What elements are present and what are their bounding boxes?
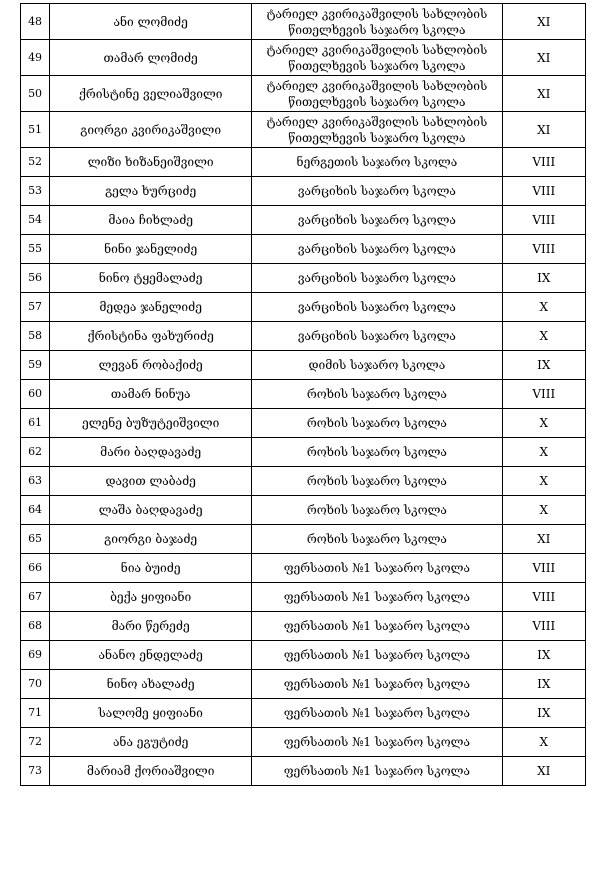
student-name: მარი ბაღდავაძე: [50, 438, 252, 467]
grade: VIII: [502, 583, 585, 612]
grade: XI: [502, 757, 585, 786]
grade: X: [502, 293, 585, 322]
grade: XI: [502, 76, 585, 112]
grade: XI: [502, 525, 585, 554]
table-row: [21, 351, 586, 380]
grade: IX: [502, 670, 585, 699]
student-name: თამარ ნინუა: [50, 380, 252, 409]
school-name-line: ფერსათის №1 საჯარო სკოლა: [283, 590, 470, 604]
row-number: 54: [21, 206, 50, 235]
table-row: [21, 177, 586, 206]
student-name: მარიამ ქორიაშვილი: [50, 757, 252, 786]
student-name: თამარ ლომიძე: [50, 40, 252, 76]
student-name: ლევან რობაქიძე: [50, 351, 252, 380]
row-number: 59: [21, 351, 50, 380]
row-number: 51: [21, 112, 50, 148]
school-name-line: ვარციხის საჯარო სკოლა: [297, 213, 456, 227]
table-row: [21, 496, 586, 525]
school-name: [252, 40, 502, 76]
row-number: 57: [21, 293, 50, 322]
grade: X: [502, 322, 585, 351]
grade: IX: [502, 699, 585, 728]
student-name: დავით ლაბაძე: [50, 467, 252, 496]
school-name: [252, 612, 502, 641]
school-name: [252, 112, 502, 148]
student-name: ბექა ყიფიანი: [50, 583, 252, 612]
row-number: 70: [21, 670, 50, 699]
grade: IX: [502, 264, 585, 293]
row-number: 69: [21, 641, 50, 670]
row-number: 73: [21, 757, 50, 786]
school-name-line: ფერსათის №1 საჯარო სკოლა: [283, 619, 470, 633]
school-name: [252, 409, 502, 438]
school-name-line: როხის საჯარო სკოლა: [306, 445, 447, 459]
grade: VIII: [502, 612, 585, 641]
school-name: [252, 177, 502, 206]
school-name: [252, 728, 502, 757]
table-row: [21, 525, 586, 554]
row-number: 67: [21, 583, 50, 612]
row-number: 50: [21, 76, 50, 112]
school-name-line: ტარიელ კვირიკაშვილის სახლობის: [266, 6, 488, 21]
student-name: ნინო ახალაძე: [50, 670, 252, 699]
school-name-line: ვარციხის საჯარო სკოლა: [297, 300, 456, 314]
table-row: [21, 206, 586, 235]
school-name-line: წითელხევის საჯარო სკოლა: [288, 130, 466, 145]
table-row: [21, 235, 586, 264]
table-row: [21, 670, 586, 699]
grade: X: [502, 728, 585, 757]
student-name: მაია ჩიხლაძე: [50, 206, 252, 235]
student-name: მედეა ჯანელიძე: [50, 293, 252, 322]
school-name: [252, 554, 502, 583]
grade: VIII: [502, 148, 585, 177]
school-name-line: ფერსათის №1 საჯარო სკოლა: [283, 764, 470, 778]
table-row: [21, 438, 586, 467]
row-number: 68: [21, 612, 50, 641]
school-name-line: ნერგეთის საჯარო სკოლა: [296, 155, 458, 169]
student-name: ანა ეგუტიძე: [50, 728, 252, 757]
school-name: [252, 380, 502, 409]
school-name-line: როხის საჯარო სკოლა: [306, 503, 447, 517]
grade: IX: [502, 351, 585, 380]
table-row: [21, 112, 586, 148]
grade: VIII: [502, 554, 585, 583]
school-name-line: წითელხევის საჯარო სკოლა: [288, 94, 466, 109]
grade: VIII: [502, 206, 585, 235]
student-name: ლიზი ხიზანეიშვილი: [50, 148, 252, 177]
row-number: 72: [21, 728, 50, 757]
table-row: [21, 409, 586, 438]
school-name: [252, 351, 502, 380]
school-name: [252, 757, 502, 786]
school-name-line: წითელხევის საჯარო სკოლა: [288, 22, 466, 37]
school-name: [252, 699, 502, 728]
school-name: [252, 641, 502, 670]
school-name: [252, 322, 502, 351]
grade: X: [502, 409, 585, 438]
student-name: ნია ბუიძე: [50, 554, 252, 583]
table-row: [21, 699, 586, 728]
school-name: [252, 525, 502, 554]
row-number: 49: [21, 40, 50, 76]
school-name: [252, 76, 502, 112]
student-name: ნინი ჯანელიძე: [50, 235, 252, 264]
school-name: [252, 4, 502, 40]
table-row: [21, 641, 586, 670]
student-name: ანანო ენდელაძე: [50, 641, 252, 670]
table-row: [21, 467, 586, 496]
school-name-line: დიმის საჯარო სკოლა: [308, 358, 446, 372]
row-number: 48: [21, 4, 50, 40]
table-row: [21, 148, 586, 177]
student-name: მარი წერეძე: [50, 612, 252, 641]
school-name-line: ტარიელ კვირიკაშვილის სახლობის: [266, 114, 488, 129]
row-number: 65: [21, 525, 50, 554]
grade: IX: [502, 641, 585, 670]
row-number: 58: [21, 322, 50, 351]
grade: X: [502, 467, 585, 496]
table-row: [21, 76, 586, 112]
school-name: [252, 293, 502, 322]
row-number: 55: [21, 235, 50, 264]
school-name: [252, 583, 502, 612]
school-name-line: ვარციხის საჯარო სკოლა: [297, 271, 456, 285]
student-name: ლაშა ბაღდავაძე: [50, 496, 252, 525]
student-name: ნინო ტყემალაძე: [50, 264, 252, 293]
table-row: [21, 612, 586, 641]
student-name: გიორგი კვირიკაშვილი: [50, 112, 252, 148]
grade: VIII: [502, 177, 585, 206]
row-number: 71: [21, 699, 50, 728]
student-name: ანი ლომიძე: [50, 4, 252, 40]
row-number: 53: [21, 177, 50, 206]
row-number: 60: [21, 380, 50, 409]
school-name: [252, 235, 502, 264]
row-number: 66: [21, 554, 50, 583]
student-name: ელენე ბუზუტეიშვილი: [50, 409, 252, 438]
grade: VIII: [502, 380, 585, 409]
school-name: [252, 496, 502, 525]
school-name: [252, 148, 502, 177]
student-name: გელა ხურციძე: [50, 177, 252, 206]
table-row: [21, 293, 586, 322]
grade: X: [502, 496, 585, 525]
student-table-body: [21, 4, 586, 786]
row-number: 64: [21, 496, 50, 525]
school-name: [252, 467, 502, 496]
table-row: [21, 40, 586, 76]
row-number: 63: [21, 467, 50, 496]
student-name: გიორგი ბაჯაძე: [50, 525, 252, 554]
school-name: [252, 264, 502, 293]
school-name-line: ვარციხის საჯარო სკოლა: [297, 329, 456, 343]
student-table: [20, 3, 586, 786]
school-name-line: როხის საჯარო სკოლა: [306, 387, 447, 401]
row-number: 61: [21, 409, 50, 438]
school-name-line: ტარიელ კვირიკაშვილის სახლობის: [266, 78, 488, 93]
school-name-line: ვარციხის საჯარო სკოლა: [297, 242, 456, 256]
school-name: [252, 438, 502, 467]
table-row: [21, 4, 586, 40]
grade: XI: [502, 4, 585, 40]
table-row: [21, 554, 586, 583]
school-name-line: ტარიელ კვირიკაშვილის სახლობის: [266, 42, 488, 57]
school-name-line: როხის საჯარო სკოლა: [306, 474, 447, 488]
school-name-line: ფერსათის №1 საჯარო სკოლა: [283, 706, 470, 720]
row-number: 62: [21, 438, 50, 467]
grade: X: [502, 438, 585, 467]
school-name-line: როხის საჯარო სკოლა: [306, 416, 447, 430]
school-name: [252, 206, 502, 235]
table-row: [21, 322, 586, 351]
student-name: ქრისტინა ფახურიძე: [50, 322, 252, 351]
school-name-line: ვარციხის საჯარო სკოლა: [297, 184, 456, 198]
grade: VIII: [502, 235, 585, 264]
table-row: [21, 264, 586, 293]
table-row: [21, 757, 586, 786]
school-name-line: როხის საჯარო სკოლა: [306, 532, 447, 546]
row-number: 52: [21, 148, 50, 177]
student-name: სალომე ყიფიანი: [50, 699, 252, 728]
table-row: [21, 728, 586, 757]
school-name-line: ფერსათის №1 საჯარო სკოლა: [283, 735, 470, 749]
grade: XI: [502, 112, 585, 148]
student-name: ქრისტინე ველიაშვილი: [50, 76, 252, 112]
row-number: 56: [21, 264, 50, 293]
school-name: [252, 670, 502, 699]
table-row: [21, 380, 586, 409]
table-row: [21, 583, 586, 612]
grade: XI: [502, 40, 585, 76]
school-name-line: წითელხევის საჯარო სკოლა: [288, 58, 466, 73]
school-name-line: ფერსათის №1 საჯარო სკოლა: [283, 677, 470, 691]
school-name-line: ფერსათის №1 საჯარო სკოლა: [283, 648, 470, 662]
school-name-line: ფერსათის №1 საჯარო სკოლა: [283, 561, 470, 575]
